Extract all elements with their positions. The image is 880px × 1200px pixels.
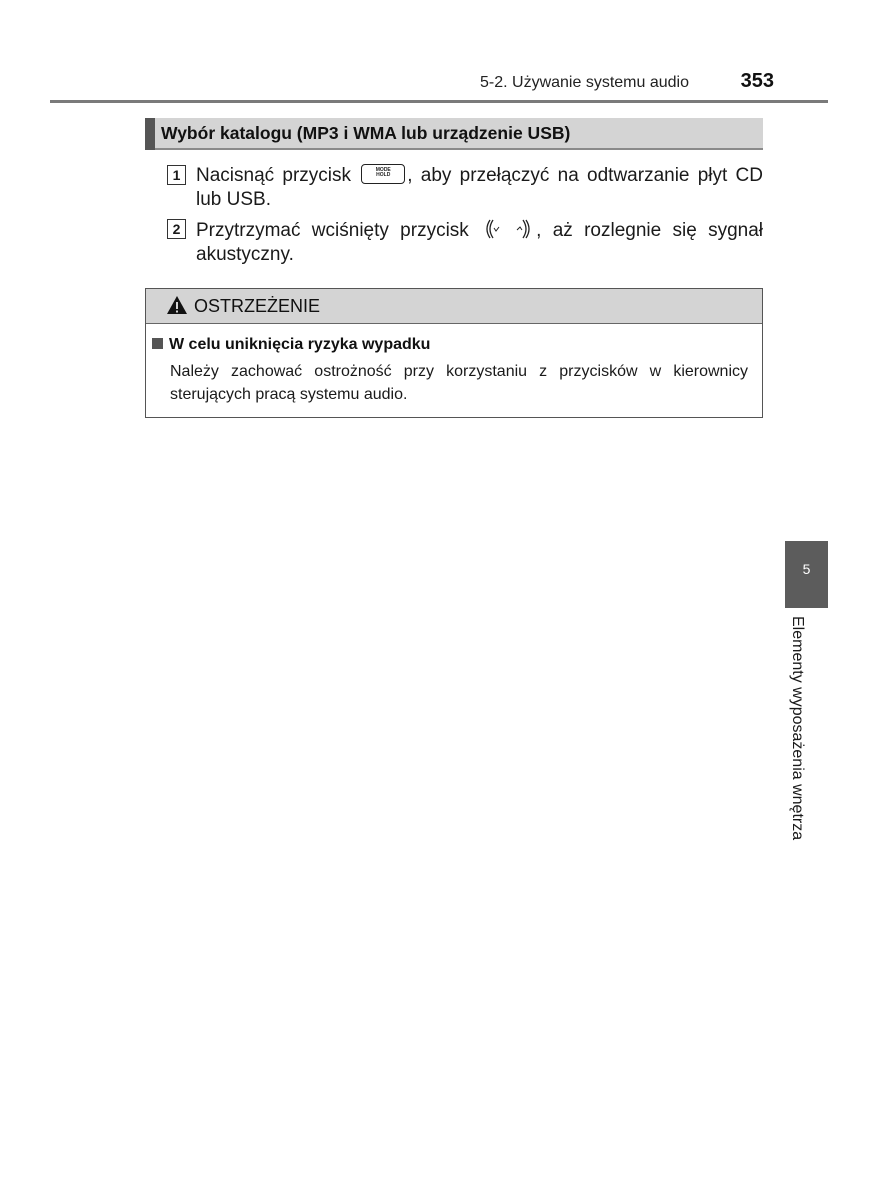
step-text-after: , aby przełączyć na odtwarzanie płyt CD lub USB. bbox=[196, 165, 763, 210]
chapter-title: Elementy wyposażenia wnętrza bbox=[789, 616, 806, 841]
section-title-box bbox=[145, 118, 763, 150]
step-number: 2 bbox=[167, 219, 186, 239]
seek-buttons-icon bbox=[483, 218, 533, 240]
mode-hold-button-icon bbox=[361, 164, 405, 184]
step-text bbox=[196, 164, 763, 212]
step-text-before: Przytrzymać wciśnięty przycisk bbox=[196, 220, 469, 241]
warning-header bbox=[146, 289, 762, 324]
header-divider bbox=[50, 100, 828, 103]
section-title: Wybór katalogu (MP3 i WMA lub urządzenie USB) bbox=[161, 123, 571, 143]
warning-body: Należy zachować ostrożność przy korzystaniu z przycisków w kierownicy sterujących pracą systemu audio. bbox=[170, 363, 748, 403]
section-title-accent bbox=[145, 118, 155, 150]
warning-subheading: W celu uniknięcia ryzyka wypadku bbox=[152, 336, 430, 354]
chapter-number: 5 bbox=[802, 561, 811, 577]
square-bullet-icon bbox=[152, 338, 163, 349]
warning-triangle-icon bbox=[166, 295, 188, 315]
step-number: 1 bbox=[167, 165, 186, 185]
chapter-tab bbox=[785, 541, 828, 608]
mode-hold-button-label: MODE HOLD bbox=[375, 167, 391, 178]
step-2 bbox=[167, 218, 763, 267]
step-text bbox=[196, 218, 763, 267]
step-text-after: , aż rozlegnie się sygnał akustyczny. bbox=[196, 220, 764, 265]
warning-box bbox=[145, 288, 763, 418]
running-header: 5-2. Używanie systemu audio bbox=[480, 74, 689, 91]
warning-title: OSTRZEŻENIE bbox=[194, 296, 321, 316]
step-text-before: Nacisnąć przycisk bbox=[196, 165, 352, 186]
page-number: 353 bbox=[740, 70, 774, 92]
step-1 bbox=[167, 164, 763, 212]
